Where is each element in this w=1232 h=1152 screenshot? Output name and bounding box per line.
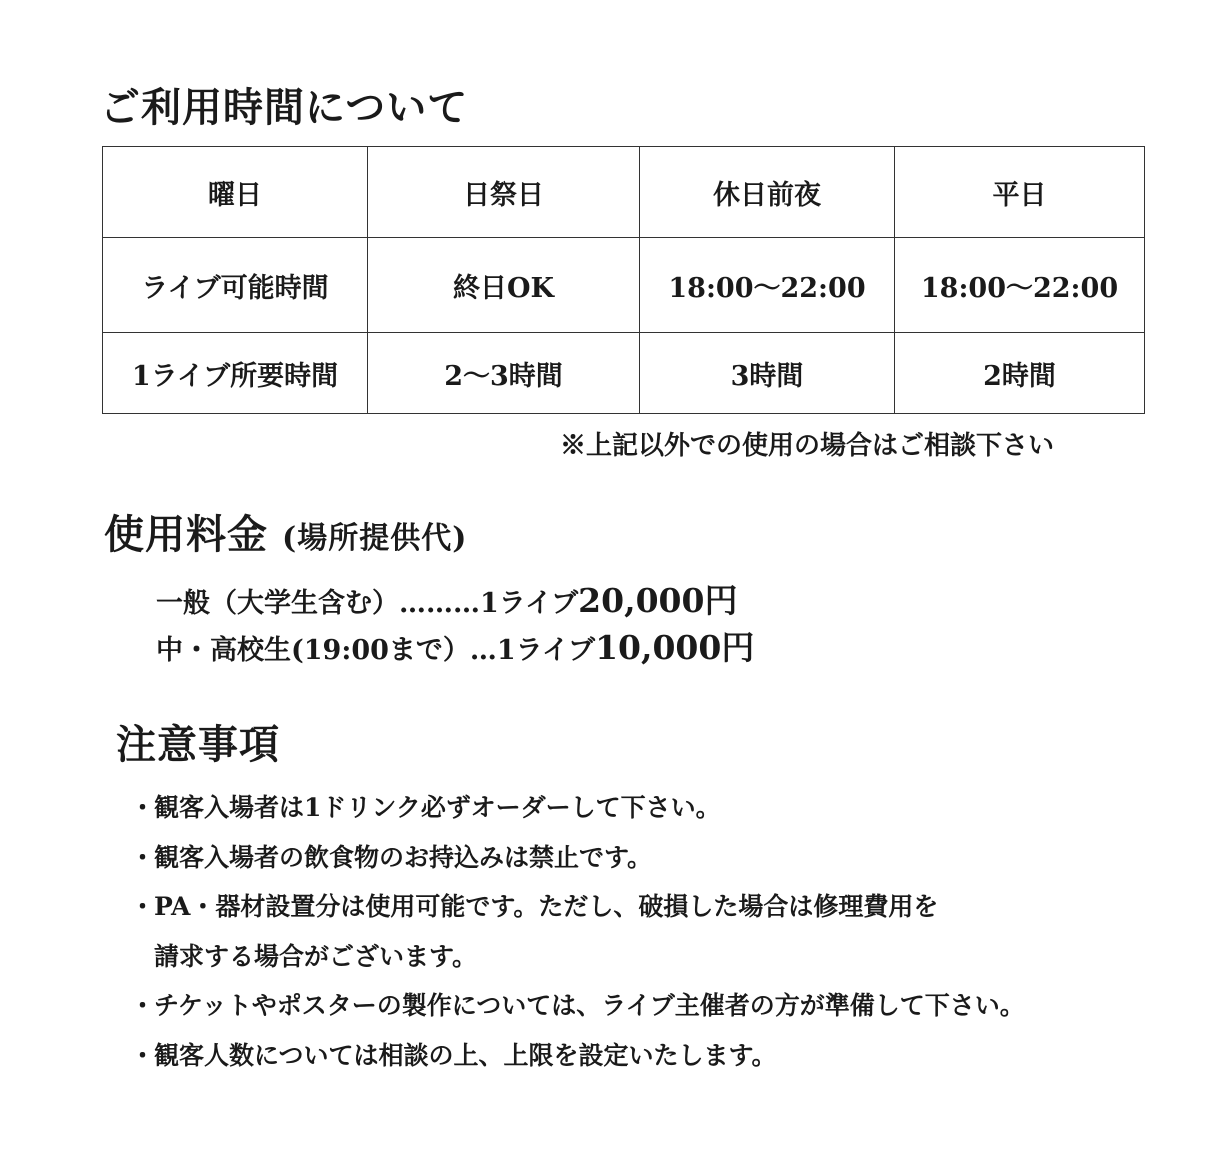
hours-note: ※上記以外での使用の場合はご相談下さい	[560, 431, 1055, 461]
fee-label: 中・高校生(19:00まで）…1ライブ	[156, 635, 596, 666]
caution-text: 観客入場者の飲食物のお持込みは禁止です。	[154, 842, 653, 872]
header-cell-weekday: 平日	[895, 147, 1145, 238]
fee-subtitle: (場所提供代)	[282, 521, 468, 556]
caution-text: 観客人数については相談の上、上限を設定いたします。	[154, 1040, 777, 1070]
list-item	[130, 981, 1210, 1031]
caution-text: チケットやポスターの製作については、ライブ主催者の方が準備して下さい。	[154, 991, 1025, 1020]
header-cell-day: 曜日	[103, 147, 368, 238]
row-label-duration: 1ライブ所要時間	[103, 333, 368, 414]
table-header-row	[103, 147, 1145, 238]
table-cell: 18:00〜22:00	[895, 238, 1145, 333]
fee-line-student	[156, 622, 754, 669]
list-item	[130, 882, 1210, 981]
caution-text-continued: 請求する場合がございます。	[154, 941, 478, 971]
row-label-live-hours: ライブ可能時間	[103, 238, 368, 333]
fee-line-general	[156, 575, 737, 622]
fee-title-text: 使用料金	[104, 511, 268, 558]
fee-price: 20,000円	[578, 581, 738, 620]
caution-text: 観客入場者は1ドリンク必ずオーダーして下さい。	[154, 793, 721, 822]
table-cell: 3時間	[640, 333, 895, 414]
list-item	[130, 1031, 1210, 1081]
hours-section-title: ご利用時間について	[100, 84, 469, 131]
bullet: ・	[130, 842, 156, 872]
table-cell: 18:00〜22:00	[640, 238, 895, 333]
bullet: ・	[130, 892, 156, 921]
bullet: ・	[130, 793, 156, 822]
caution-list	[130, 783, 1210, 1080]
fee-section-title	[104, 511, 468, 558]
caution-section-title: 注意事項	[116, 721, 280, 768]
bullet: ・	[130, 1040, 156, 1070]
header-cell-eve: 休日前夜	[640, 147, 895, 238]
fee-price: 10,000円	[595, 628, 755, 667]
fee-label: 一般（大学生含む）………1ライブ	[156, 588, 579, 619]
table-cell: 終日OK	[368, 238, 640, 333]
table-cell: 2時間	[895, 333, 1145, 414]
table-row	[103, 238, 1145, 333]
header-cell-holiday: 日祭日	[368, 147, 640, 238]
bullet: ・	[130, 991, 156, 1020]
table-cell: 2〜3時間	[368, 333, 640, 414]
list-item	[130, 783, 1210, 833]
hours-table	[102, 146, 1145, 414]
table-row	[103, 333, 1145, 414]
list-item	[130, 833, 1210, 883]
caution-text: PA・器材設置分は使用可能です。ただし、破損した場合は修理費用を	[154, 892, 939, 921]
